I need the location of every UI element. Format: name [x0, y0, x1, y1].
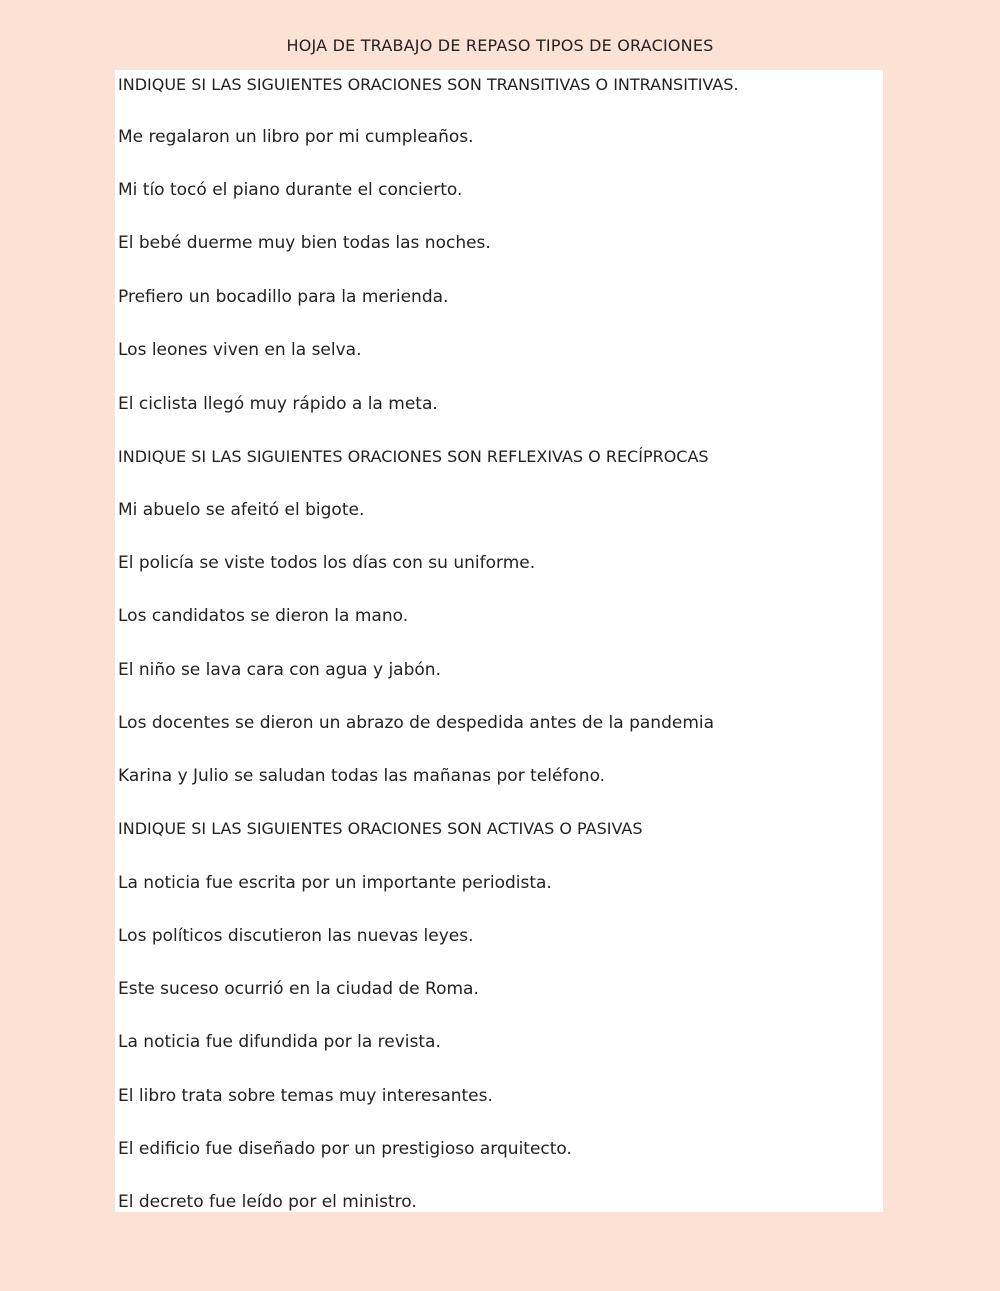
sentence-line: Me regalaron un libro por mi cumpleaños. — [118, 127, 474, 147]
sentence-line: Mi abuelo se afeitó el bigote. — [118, 500, 365, 520]
sentence-line: Los candidatos se dieron la mano. — [118, 606, 409, 626]
section-heading-reflexive: INDIQUE SI LAS SIGUIENTES ORACIONES SON REFLEXIVAS O RECÍPROCAS — [118, 447, 709, 466]
sentence-line: Los políticos discutieron las nuevas leyes. — [118, 926, 474, 946]
sentence-line: El niño se lava cara con agua y jabón. — [118, 660, 441, 680]
sentence-line: El edificio fue diseñado por un prestigioso arquitecto. — [118, 1139, 572, 1159]
sentence-line: La noticia fue difundida por la revista. — [118, 1032, 441, 1052]
sentence-line: El libro trata sobre temas muy interesantes. — [118, 1086, 493, 1106]
sentence-line: Los docentes se dieron un abrazo de despedida antes de la pandemia — [118, 713, 715, 733]
sentence-line: Karina y Julio se saludan todas las mañanas por teléfono. — [118, 766, 606, 786]
sentence-line: Mi tío tocó el piano durante el concierto. — [118, 180, 463, 200]
sentence-line: Este suceso ocurrió en la ciudad de Roma. — [118, 979, 479, 999]
section-heading-transitive: INDIQUE SI LAS SIGUIENTES ORACIONES SON TRANSITIVAS O INTRANSITIVAS. — [118, 75, 739, 94]
sentence-line: El policía se viste todos los días con su uniforme. — [118, 553, 536, 573]
sentence-line: Prefiero un bocadillo para la merienda. — [118, 287, 449, 307]
sentence-line: El decreto fue leído por el ministro. — [118, 1192, 417, 1212]
worksheet-body — [115, 70, 883, 1212]
sentence-line: El bebé duerme muy bien todas las noches. — [118, 233, 491, 253]
page-title: HOJA DE TRABAJO DE REPASO TIPOS DE ORACIONES — [286, 36, 714, 55]
sentence-line: El ciclista llegó muy rápido a la meta. — [118, 394, 438, 414]
sentence-line: La noticia fue escrita por un importante periodista. — [118, 873, 552, 893]
sentence-line: Los leones viven en la selva. — [118, 340, 362, 360]
section-heading-active-passive: INDIQUE SI LAS SIGUIENTES ORACIONES SON ACTIVAS O PASIVAS — [118, 819, 643, 838]
